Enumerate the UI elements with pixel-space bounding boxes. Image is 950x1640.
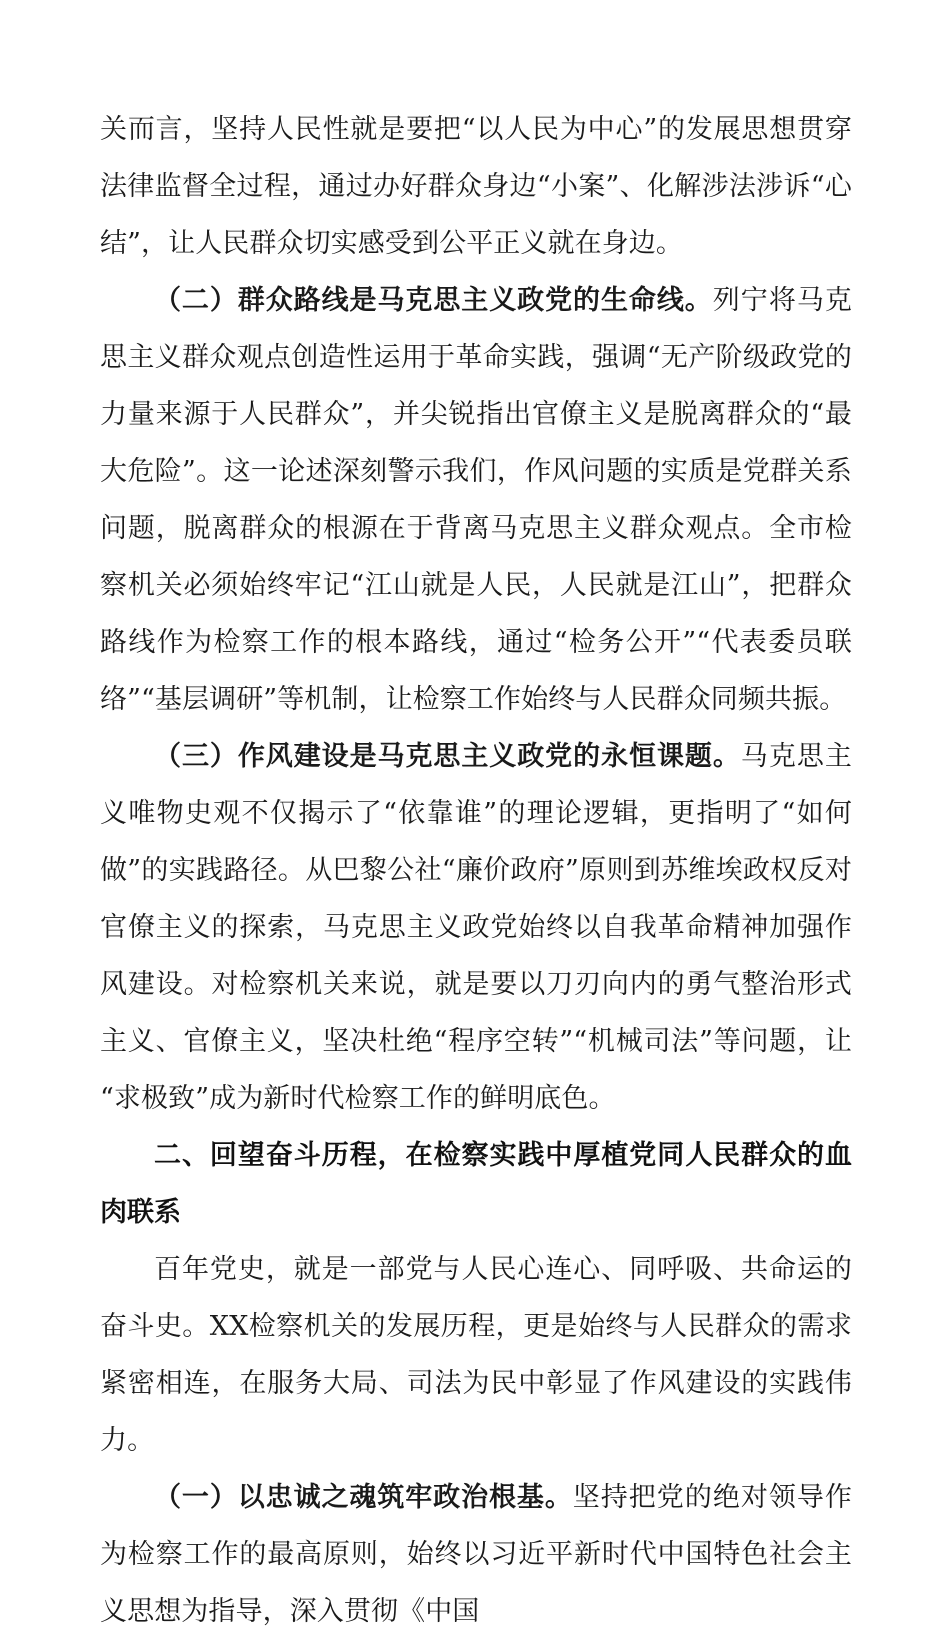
subheading-lead-3: （三）作风建设是马克思主义政党的永恒课题。: [154, 741, 741, 772]
subheading-lead-2: （二）群众路线是马克思主义政党的生命线。: [154, 285, 713, 316]
paragraph-section-3: [100, 728, 852, 1127]
section-heading-two: 二、回望奋斗历程，在检察实践中厚植党同人民群众的血肉联系: [100, 1140, 852, 1228]
paragraph-continuation: 关而言，坚持人民性就是要把“以人民为中心”的发展思想贯穿法律监督全过程，通过办好群众身边“小案”、化解涉法涉诉“心结”，让人民群众切实感受到公平正义就在身边。: [100, 114, 852, 259]
paragraph-intro: 百年党史，就是一部党与人民心连心、同呼吸、共命运的奋斗史。XX检察机关的发展历程，更是始终与人民群众的需求紧密相连，在服务大局、司法为民中彰显了作风建设的实践伟力。: [100, 1254, 852, 1456]
paragraph-text-1: 坚持把党的绝对领导作为检察工作的最高原则，始终以习近平新时代中国特色社会主义思想为指导，深入贯彻《中国: [100, 1482, 852, 1627]
paragraph-section-1: [100, 1469, 852, 1640]
document-body: [100, 101, 852, 1640]
subheading-lead-1: （一）以忠诚之魂筑牢政治根基。: [154, 1482, 573, 1513]
paragraph-text-3: 马克思主义唯物史观不仅揭示了“依靠谁”的理论逻辑，更指明了“如何做”的实践路径。从巴黎公社“廉价政府”原则到苏维埃政权反对官僚主义的探索，马克思主义政党始终以自我革命精神加强作风建设。对检察机关来说，就是要以刀刃向内的勇气整治形式主义、官僚主义，坚决杜绝“程序空转”“机械司法”等问题，让“求极致”成为新时代检察工作的鲜明底色。: [100, 741, 853, 1114]
paragraph-text-2: 列宁将马克思主义群众观点创造性运用于革命实践，强调“无产阶级政党的力量来源于人民群众”，并尖锐指出官僚主义是脱离群众的“最大危险”。这一论述深刻警示我们，作风问题的实质是党群关系问题，脱离群众的根源在于背离马克思主义群众观点。全市检察机关必须始终牢记“江山就是人民，人民就是江山”，把群众路线作为检察工作的根本路线，通过“检务公开”“代表委员联络”“基层调研”等机制，让检察工作始终与人民群众同频共振。: [100, 285, 852, 715]
paragraph-section-2: [100, 272, 852, 728]
